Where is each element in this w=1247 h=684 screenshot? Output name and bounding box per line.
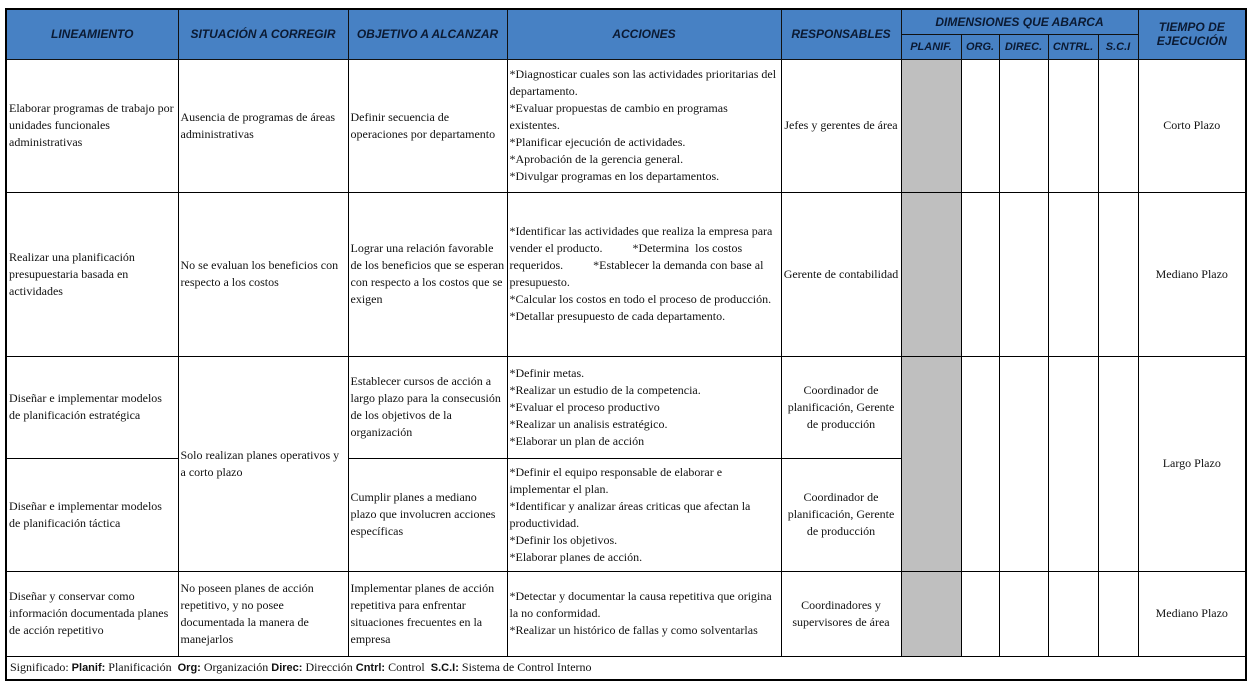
header-planif: PLANIF. <box>901 34 961 59</box>
legend-prefix: Significado: <box>10 659 72 674</box>
legend-text: Planificación <box>105 659 178 674</box>
planif-cell <box>901 192 961 356</box>
lineamiento-cell: Realizar una planificación presupuestaria basada en actividades <box>6 192 178 356</box>
direc-cell <box>999 192 1048 356</box>
header-responsables: RESPONSABLES <box>781 9 901 59</box>
table-row <box>6 59 1246 192</box>
header-situacion: SITUACIÓN A CORREGIR <box>178 9 348 59</box>
header-lineamiento: LINEAMIENTO <box>6 9 178 59</box>
tiempo-cell: Corto Plazo <box>1138 59 1246 192</box>
acciones-cell <box>507 571 781 656</box>
action-item: *Realizar un analisis estratégico. <box>509 416 668 431</box>
header-sci: S.C.I <box>1098 34 1138 59</box>
sci-cell <box>1098 356 1138 571</box>
situacion-cell: No poseen planes de acción repetitivo, y no posee documentada la manera de manejarlos <box>178 571 348 656</box>
legend-text: Organización <box>200 659 272 674</box>
sci-cell <box>1098 571 1138 656</box>
header-cntrl: CNTRL. <box>1048 34 1098 59</box>
action-item: *Detallar presupuesto de cada departamento. <box>509 309 726 323</box>
objetivo-cell: Establecer cursos de acción a largo plazo para la consecusión de los objetivos de la organización <box>348 356 507 458</box>
action-item: *Aprobación de la gerencia general. <box>509 152 684 166</box>
legend-abbr: Planif: <box>71 661 106 674</box>
action-item: *Divulgar programas en los departamentos. <box>509 169 720 183</box>
tiempo-cell: Mediano Plazo <box>1138 571 1246 656</box>
objetivo-cell: Lograr una relación favorable de los beneficios que se esperan con respecto a los costos que se exigen <box>348 192 507 356</box>
responsables-cell: Coordinador de planificación, Gerente de producción <box>781 356 901 458</box>
table-row <box>6 571 1246 656</box>
legend-text: Control <box>385 659 431 674</box>
responsables-cell: Jefes y gerentes de área <box>781 59 901 192</box>
situacion-cell: Ausencia de programas de áreas administrativas <box>178 59 348 192</box>
header-acciones: ACCIONES <box>507 9 781 59</box>
sci-cell <box>1098 59 1138 192</box>
action-item: *Calcular los costos en todo el proceso de producción. <box>509 292 772 306</box>
action-item: *Definir metas. <box>509 365 585 380</box>
legend-abbr: Org: <box>177 661 201 674</box>
org-cell <box>961 59 999 192</box>
lineamiento-cell: Diseñar y conservar como información documentada planes de acción repetitivo <box>6 571 178 656</box>
legend-text: Sistema de Control Interno <box>458 659 592 674</box>
situacion-cell: No se evaluan los beneficios con respecto a los costos <box>178 192 348 356</box>
action-item: *Diagnosticar cuales son las actividades prioritarias del departamento. <box>509 67 777 98</box>
cntrl-cell <box>1048 356 1098 571</box>
lineamiento-cell: Elaborar programas de trabajo por unidades funcionales administrativas <box>6 59 178 192</box>
acciones-cell <box>507 59 781 192</box>
objetivo-cell: Definir secuencia de operaciones por departamento <box>348 59 507 192</box>
action-item: *Planificar ejecución de actividades. <box>509 135 686 149</box>
sci-cell <box>1098 192 1138 356</box>
header-tiempo: TIEMPO DE EJECUCIÓN <box>1138 9 1246 59</box>
header-objetivo: OBJETIVO A ALCANZAR <box>348 9 507 59</box>
action-item: *Realizar un histórico de fallas y como solventarlas <box>509 623 758 637</box>
responsables-cell: Coordinador de planificación, Gerente de producción <box>781 458 901 571</box>
action-item: *Evaluar el proceso productivo <box>509 399 660 414</box>
cntrl-cell <box>1048 59 1098 192</box>
legend-abbr: Cntrl: <box>355 661 386 674</box>
lineamiento-cell: Diseñar e implementar modelos de planificación táctica <box>6 458 178 571</box>
planif-cell <box>901 59 961 192</box>
action-item: *Realizar un estudio de la competencia. <box>509 382 701 397</box>
header-dimensiones: DIMENSIONES QUE ABARCA <box>901 9 1138 34</box>
legend-abbr: Direc: <box>271 661 303 674</box>
action-item: *Detectar y documentar la causa repetitiva que origina la no conformidad. <box>509 589 772 620</box>
action-item: *Evaluar propuestas de cambio en programas existentes. <box>509 101 728 132</box>
tiempo-cell: Largo Plazo <box>1138 356 1246 571</box>
action-item: *Elaborar planes de acción. <box>509 549 643 564</box>
responsables-cell: Gerente de contabilidad <box>781 192 901 356</box>
situacion-cell: Solo realizan planes operativos y a corto plazo <box>178 356 348 571</box>
action-item: *Elaborar un plan de acción <box>509 433 645 448</box>
org-cell <box>961 356 999 571</box>
action-item: *Identificar y analizar áreas criticas que afectan la productividad. <box>509 498 751 530</box>
planif-cell <box>901 571 961 656</box>
legend-abbr: S.C.I: <box>430 661 459 674</box>
header-org: ORG. <box>961 34 999 59</box>
objetivo-cell: Implementar planes de acción repetitiva para enfrentar situaciones frecuentes en la empresa <box>348 571 507 656</box>
objetivo-cell: Cumplir planes a mediano plazo que involucren acciones específicas <box>348 458 507 571</box>
acciones-cell <box>507 458 781 571</box>
table-row <box>6 356 1246 458</box>
action-plan-table <box>5 8 1247 681</box>
action-item: *Definir el equipo responsable de elaborar e implementar el plan. <box>509 464 723 496</box>
tiempo-cell: Mediano Plazo <box>1138 192 1246 356</box>
cntrl-cell <box>1048 571 1098 656</box>
direc-cell <box>999 59 1048 192</box>
legend-text: Dirección <box>302 659 356 674</box>
direc-cell <box>999 356 1048 571</box>
org-cell <box>961 571 999 656</box>
action-item: *Definir los objetivos. <box>509 532 618 547</box>
action-item: *Identificar las actividades que realiza la empresa para vender el producto. *Determina los costos requeridos. *Establecer la demanda con base al presupuesto. <box>509 224 776 289</box>
responsables-cell: Coordinadores y supervisores de área <box>781 571 901 656</box>
acciones-cell <box>507 192 781 356</box>
legend-footer <box>6 656 1246 680</box>
org-cell <box>961 192 999 356</box>
cntrl-cell <box>1048 192 1098 356</box>
planif-cell <box>901 356 961 571</box>
header-direc: DIREC. <box>999 34 1048 59</box>
lineamiento-cell: Diseñar e implementar modelos de planificación estratégica <box>6 356 178 458</box>
acciones-cell <box>507 356 781 458</box>
direc-cell <box>999 571 1048 656</box>
table-row <box>6 192 1246 356</box>
